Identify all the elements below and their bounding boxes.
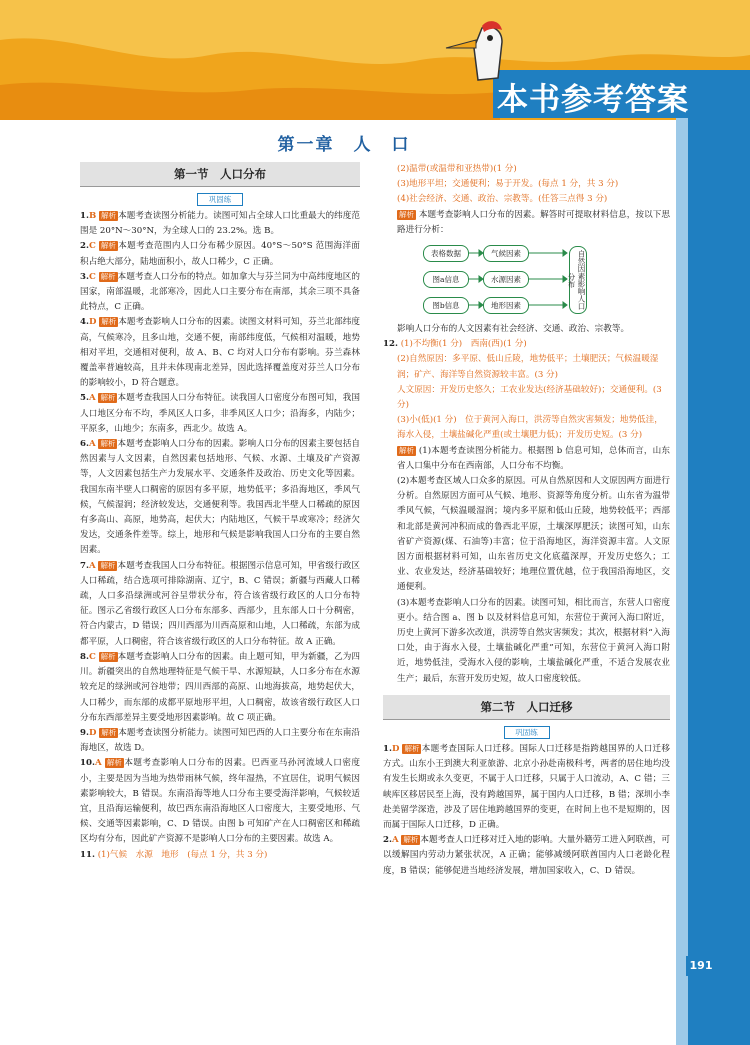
header xyxy=(0,0,750,120)
item-answer: C xyxy=(88,241,96,252)
diagram-node: 图a信息 xyxy=(423,271,469,288)
item-answer: B xyxy=(88,211,97,221)
analysis-label: 解析 xyxy=(100,241,116,251)
analysis-label: 解析 xyxy=(399,445,414,455)
item-text: 本题考查影响人口分布的因素。巴西亚马孙河流域人口密度小，主要是因为当地为热带雨林气候，终年湿热，不宜居住，说明气候因素影响较大，B 错误。东南沿海等地人口分布主要受海洋影响，气候较适宜，且沿海运输便利，故巴西东南沿海地区人口密度大，主要受地形、气候、交通等因素影响，C、D 错误。由图 b 可知矿产在人口稠密区和稀疏区均有分布，因此矿产资源不是影响人口分布的主要因素。故选 A。 xyxy=(80,758,360,845)
item-answer: A xyxy=(391,835,399,846)
item-text: 本题考查人口分布的特点。如加拿大与芬兰同为中高纬度地区的国家，南部温暖，北部寒冷，因此人口主要分布在南部，其余三项不具备此特点，C 正确。 xyxy=(80,271,360,313)
list-item xyxy=(80,391,360,437)
analysis-label: 解析 xyxy=(101,727,117,737)
item-text: 本题考查我国人口分布特征。根据图示信息可知，甲省级行政区人口稀疏，结合选项可排除湖南、辽宁，B、C 错误；新疆与西藏人口稀疏，人口多沿绿洲或河谷呈带状分布，符合该省级行政区的人口分布特征。图示乙省级行政区人口分布东部多、西部少，且东部人口十分稠密，符合内蒙古，D 错误；四川西部为川西高原和山地，人口稀疏，东部为成都平原，人口稠密，符合该省级行政区的人口分布特征。故 A 正确。 xyxy=(80,560,360,647)
list-item xyxy=(80,559,360,650)
list-item xyxy=(80,848,360,863)
list-item xyxy=(80,726,360,756)
item-text: 本题考查范围内人口分布稀少原因。40°S～50°S 范围海洋面积占绝大部分，陆地面积小，故人口稀少，C 正确。 xyxy=(80,241,360,267)
list-item xyxy=(383,742,670,833)
answer-line: (3)地形平坦；交通便利；易于开发。(每点 1 分，共 3 分) xyxy=(397,179,619,190)
list-item xyxy=(80,315,360,391)
analysis-label: 解析 xyxy=(106,758,122,768)
answer-line: (2)温带(或温带和亚热带)(1 分) xyxy=(397,164,517,174)
list-item xyxy=(80,756,360,847)
item-answer: A xyxy=(88,560,96,571)
section-title: 第一节 人口分布 xyxy=(80,162,360,187)
item-number: 6. xyxy=(80,439,89,450)
item-text: 本题考查影响人口分布的因素。影响人口分布的因素主要包括自然因素与人文因素，自然因素包括地形、气候、水源、土壤及矿产资源等，人文因素包括生产力发展水平、交通条件及政治、历史文化等因素。我国东南半壁人口稠密的原因有多平原，地势低平；多沿海地区，季风气候，气候湿润；经济较发达，交通便利等。我国西北半壁人口稀疏的原因有多高山、高原，地势高，起伏大；内陆地区，气候干旱或寒冷；经济欠发达，交通条件差等。综上，地形和气候是影响我国人口分布的主要自然因素。 xyxy=(80,439,360,556)
list-item xyxy=(80,437,360,559)
item-text: 本题考查我国人口分布特征。读我国人口密度分布图可知，我国人口地区分布不均，季风区人口多，非季风区人口少；沿海多，内陆少；平原多，山地少；东南多，西北少。故选 A。 xyxy=(80,393,360,434)
item-text: 本题考查国际人口迁移。国际人口迁移是指跨越国界的人口迁移方式。山东小王到澳大利亚旅游、北京小孙赴南极科考，两者的居住地均没有发生长期或永久变更，不属于人口迁移，只属于人口流动，A、C 错；三峡库区移居民至上海，没有跨越国界，属于国内人口迁移，B 错；深圳小李赴美留学深造，涉及了居住地跨越国界的变更，在时间上也不是短期的，因而属于国际人口迁移，D 正确。 xyxy=(383,743,670,830)
practice-tag: 巩固练 xyxy=(504,726,550,739)
item-text: 本题考查人口迁移对迁入地的影响。大量外籍劳工进入阿联酋，可以缓解国内劳动力紧张状况，A 正确；能够减缓阿联酋国内人口老龄化程度，B 错误；能够促进当地经济发展，增加国家收入，C、D 错误。 xyxy=(383,835,670,876)
analysis-label: 解析 xyxy=(101,211,117,220)
item-number: 7. xyxy=(80,560,89,571)
list-item xyxy=(383,833,670,879)
answer-line: (3)小(低)(1 分) 位于黄河入海口，洪涝等自然灾害频发；地势低洼，海水入侵，土壤盐碱化严重(或土壤肥力低)；开发历史短。(3 分) xyxy=(397,415,663,441)
answer-line: 人文原因：开发历史悠久；工农业发达(经济基础较好)；交通便利。(3 分) xyxy=(397,384,662,411)
right-column xyxy=(383,162,670,879)
item-answer: D xyxy=(88,317,97,328)
item-number: 2. xyxy=(80,241,89,252)
analysis-label: 解析 xyxy=(101,317,117,327)
analysis-text: (2)本题考查区域人口众多的原因。可从自然原因和人文原因两方面进行分析。自然原因方面可从气候、地形、资源等角度分析。山东省为温带季风气候，气候温暖湿润；境内多平原和低山丘陵，地势较低平；西部和北部是黄河冲积而成的鲁西北平原，土壤深厚肥沃；读图可知，山东省矿产资源(煤、石油等)丰富；位于沿海地区，海洋资源丰富。人文原因方面根据材料可知，山东省历史文化底蕴深厚，开发历史悠久；工业、农业发达，经济基础较好；地理位置优越，位于我国沿海地区，交通便利。 xyxy=(397,476,670,593)
answer-list xyxy=(80,209,360,848)
diagram-node: 图b信息 xyxy=(423,297,469,314)
list-item xyxy=(80,209,360,239)
diagram-node: 表格数据 xyxy=(423,245,469,262)
item-answer: C xyxy=(88,651,96,662)
analysis-label: 解析 xyxy=(100,651,116,661)
analysis-text: 解析 本题考查影响人口分布的因素。解答时可提取材料信息，按以下思路进行分析： xyxy=(397,209,670,235)
list-item: 12. (1)不均衡(1 分) 西南(西)(1 分) xyxy=(383,339,527,350)
item-number: 5. xyxy=(80,393,89,404)
item-text: 本题考查读图分析能力。读图可知占全球人口比重最大的纬度范围是 20°N～30°N，为全球人口的 23.2%。选 B。 xyxy=(80,211,360,237)
analysis-label: 解析 xyxy=(100,560,116,570)
item-answer: C xyxy=(88,271,96,282)
item-text: 本题考查影响人口分布的因素。读图文材料可知，芬兰北部纬度高，气候寒冷，且多山地，交通不便，南部纬度低，气候相对温暖，地势相对平坦，交通相对便利，故 A、B、C 均对人口分布有影响。芬兰森林覆盖率普遍较高，且并未体现南北差异，因此选择覆盖度对芬兰人口分布的影响较小，D 符合题意。 xyxy=(80,317,360,389)
item-text: 本题考查读图分析能力。读图可知巴西的人口主要分布在东南沿海地区，故选 D。 xyxy=(80,727,360,754)
page-number: 191 xyxy=(686,956,716,976)
item-number: 11. xyxy=(80,849,95,860)
item-number: 10. xyxy=(80,758,95,769)
list-item xyxy=(80,270,360,316)
analysis-text: 解析 (1)本题考查读图分析能力。根据图 b 信息可知，总体而言，山东省人口集中分布在西南部，人口分布不均衡。 xyxy=(397,445,671,471)
item-number: 3. xyxy=(80,271,89,282)
flow-diagram xyxy=(423,242,593,318)
item-number: 8. xyxy=(80,651,89,662)
analysis-text: 影响人口分布的人文因素有社会经济、交通、政治、宗教等。 xyxy=(397,324,630,335)
practice-tag: 巩固练 xyxy=(197,193,243,206)
item-number: 12. xyxy=(383,339,398,350)
item-number: 1. xyxy=(383,743,392,754)
diagram-node: 水源因素 xyxy=(483,271,529,288)
item-answer: A xyxy=(94,758,102,769)
analysis-label: 解析 xyxy=(100,271,116,281)
chapter-title: 第一章 人 口 xyxy=(277,135,411,155)
diagram-node: 气候因素 xyxy=(483,245,529,262)
section-title: 第二节 人口迁移 xyxy=(383,695,670,720)
item-number: 1. xyxy=(80,211,89,221)
item-answer: A xyxy=(88,439,96,450)
analysis-label: 解析 xyxy=(100,439,116,449)
analysis-label: 解析 xyxy=(100,393,116,403)
item-answer: (1)气候 水源 地形 (每点 1 分，共 3 分) xyxy=(97,849,268,860)
answer-line: (2)自然原因：多平原、低山丘陵，地势低平；土壤肥沃；气候温暖湿润；矿产、海洋等自然资源较丰富。(3 分) xyxy=(397,354,659,380)
analysis-label: 解析 xyxy=(403,835,419,845)
answer-line: (4)社会经济、交通、政治、宗教等。(任答三点得 3 分) xyxy=(397,194,608,205)
list-item xyxy=(80,239,360,269)
item-answer: A xyxy=(88,393,96,404)
diagram-result-node: 自然因素影响人口分布 xyxy=(569,246,587,314)
diagram-node: 地形因素 xyxy=(483,297,529,314)
side-stripe xyxy=(688,118,750,1045)
item-number: 9. xyxy=(80,727,89,738)
item-number: 4. xyxy=(80,317,89,328)
analysis-label: 解析 xyxy=(404,743,420,753)
side-stripe-light xyxy=(676,118,688,1045)
analysis-text: (3)本题考查影响人口分布的因素。读图可知，相比而言，东营人口密度更小。结合图 a、图 b 以及材料信息可知，东营位于黄河入海口附近，历史上黄河下游多次改道，洪涝等自然灾害频发；其次，根据材料“入海口处，由于海水入侵，土壤盐碱化严重”可知，东营位于黄河入海口附近，地势低洼，受海水入侵的影响，土壤盐碱化严重，不适合发展农业生产；最后，东营开发历史短，故人口密度较低。 xyxy=(397,597,670,684)
item-answer: D xyxy=(391,743,400,754)
item-answer: D xyxy=(88,727,97,738)
item-text: 本题考查影响人口分布的因素。由上题可知，甲为新疆，乙为四川。新疆突出的自然地理特征是气候干旱、水源短缺，人口多分布在水源较充足的绿洲或河谷地带；四川西部的高原、山地海拔高，地势起伏大，人口稀少，而东部的成都平原地形平坦，人口稠密，故该省级行政区人口分布东西部差异主要受地形因素影响。故 C 项正确。 xyxy=(80,651,360,723)
left-column xyxy=(80,162,360,863)
list-item xyxy=(80,650,360,726)
item-number: 2. xyxy=(383,835,392,846)
analysis-label: 解析 xyxy=(399,209,414,219)
answer-list xyxy=(383,742,670,879)
book-answer-title: 本书参考答案 xyxy=(497,82,689,118)
